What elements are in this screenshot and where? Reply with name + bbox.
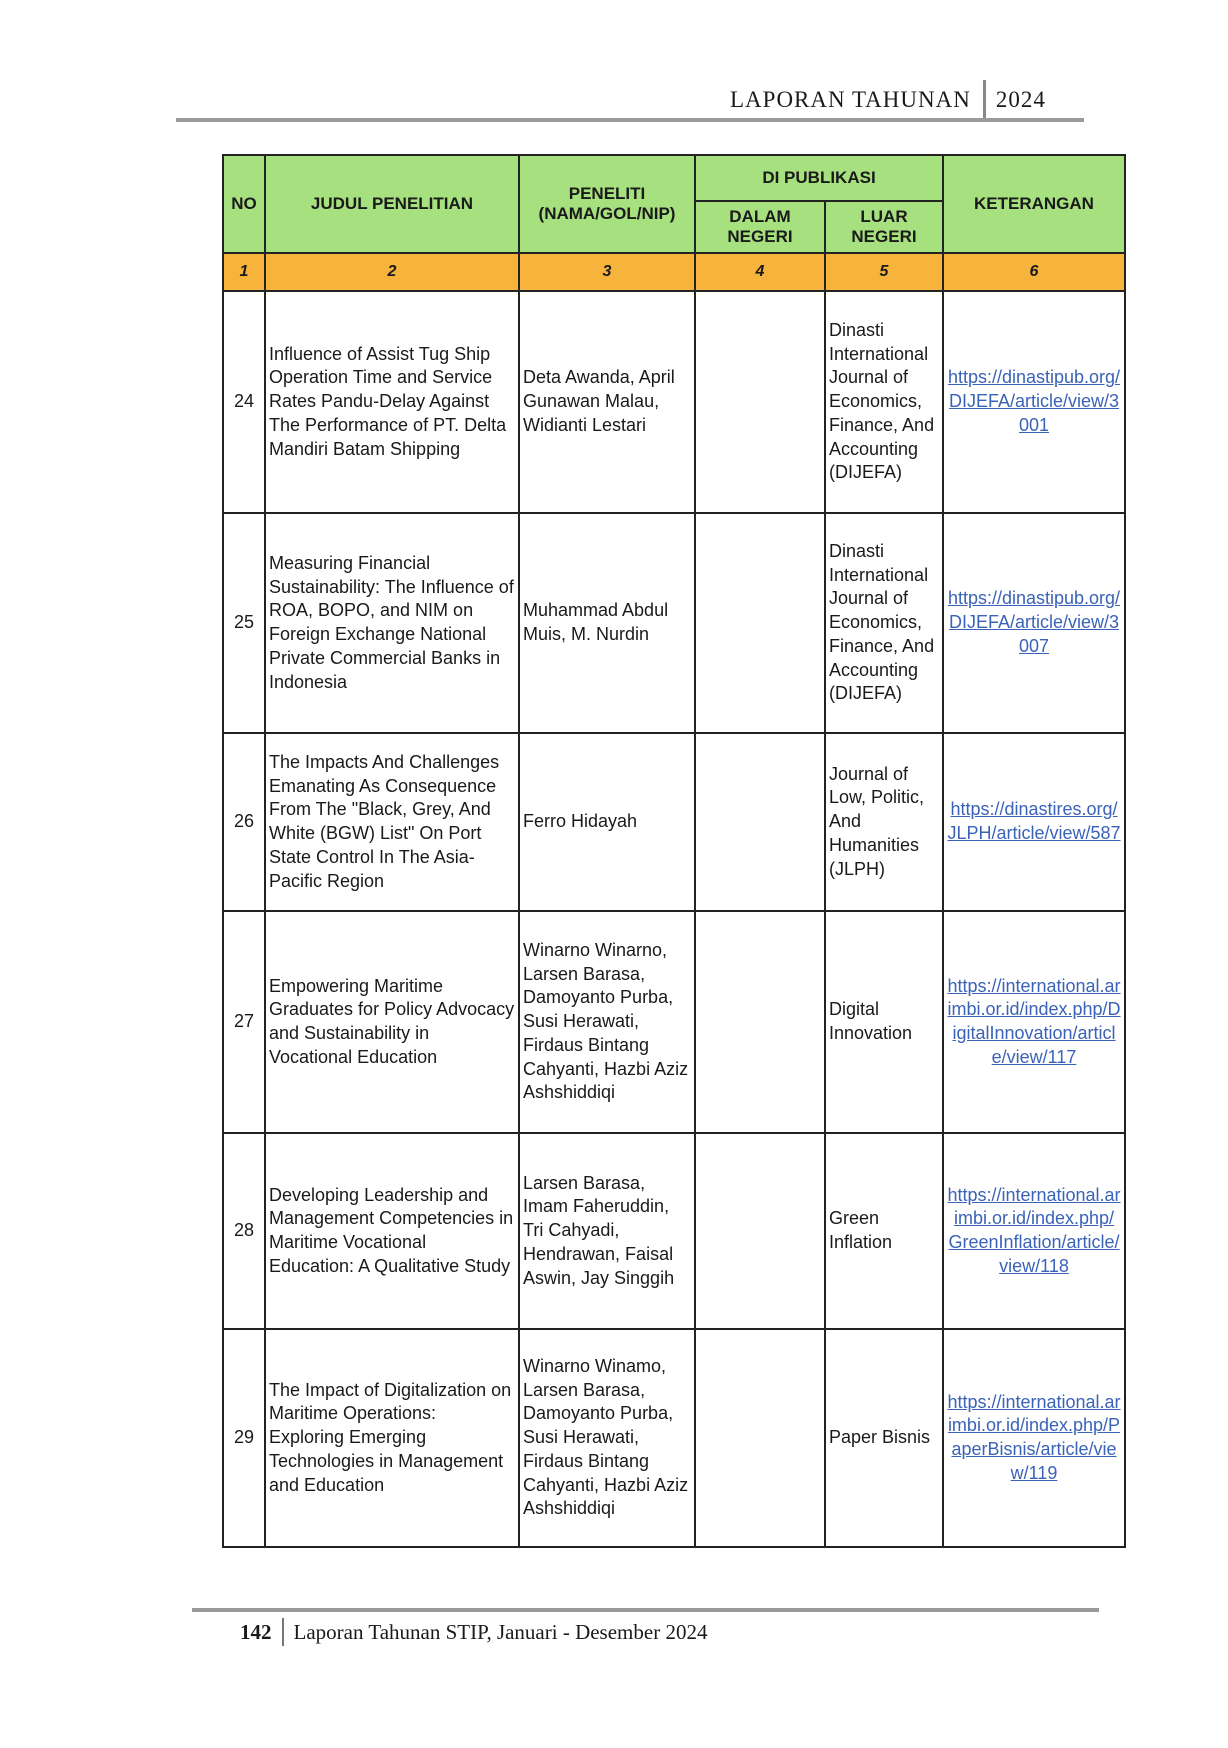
article-link[interactable]: https://dinastires.org/JLPH/article/view/587 (943, 733, 1125, 911)
table-row (223, 291, 1125, 513)
published-international: Dinasti International Journal of Economics, Finance, And Accounting (DIJEFA) (825, 291, 943, 513)
footer-rule (192, 1608, 1099, 1612)
column-number: 4 (695, 253, 825, 291)
research-title: Empowering Maritime Graduates for Policy Advocacy and Sustainability in Vocational Education (265, 911, 519, 1133)
table-row (223, 733, 1125, 911)
published-domestic (695, 911, 825, 1133)
published-domestic (695, 291, 825, 513)
row-number: 27 (223, 911, 265, 1133)
header-luar-negeri: LUAR NEGERI (825, 201, 943, 253)
row-number: 26 (223, 733, 265, 911)
published-domestic (695, 513, 825, 733)
article-link[interactable]: https://dinastipub.org/DIJEFA/article/view/3007 (943, 513, 1125, 733)
published-international: Paper Bisnis (825, 1329, 943, 1547)
header-title: LAPORAN TAHUNAN (730, 87, 971, 112)
table-body (223, 253, 1125, 1547)
article-link[interactable]: https://international.arimbi.or.id/index.php/DigitalInnovation/article/view/117 (943, 911, 1125, 1133)
row-number: 29 (223, 1329, 265, 1547)
research-title: Influence of Assist Tug Ship Operation Time and Service Rates Pandu-Delay Against The Performance of PT. Delta Mandiri Batam Shipping (265, 291, 519, 513)
header-no: NO (223, 155, 265, 253)
footer-text: Laporan Tahunan STIP, Januari - Desember 2024 (293, 1619, 708, 1644)
published-international: Journal of Low, Politic, And Humanities (JLPH) (825, 733, 943, 911)
footer-divider (282, 1618, 284, 1646)
research-title: The Impact of Digitalization on Maritime Operations: Exploring Emerging Technologies in Management and Education (265, 1329, 519, 1547)
header-divider (983, 80, 986, 120)
page-footer (240, 1618, 707, 1646)
article-link[interactable]: https://international.arimbi.or.id/index.php/PaperBisnis/article/view/119 (943, 1329, 1125, 1547)
table-row (223, 1329, 1125, 1547)
published-international: Digital Innovation (825, 911, 943, 1133)
header-dalam-negeri: DALAM NEGERI (695, 201, 825, 253)
table-row (223, 911, 1125, 1133)
published-international: Dinasti International Journal of Economics, Finance, And Accounting (DIJEFA) (825, 513, 943, 733)
header-year: 2024 (995, 87, 1046, 112)
header-judul: JUDUL PENELITIAN (265, 155, 519, 253)
page-number: 142 (240, 1619, 272, 1644)
research-table (222, 154, 1126, 1548)
article-link[interactable]: https://dinastipub.org/DIJEFA/article/view/3001 (943, 291, 1125, 513)
column-number: 5 (825, 253, 943, 291)
published-domestic (695, 733, 825, 911)
header-publikasi: DI PUBLIKASI (695, 155, 943, 201)
header-keterangan: KETERANGAN (943, 155, 1125, 253)
published-domestic (695, 1133, 825, 1329)
researchers: Ferro Hidayah (519, 733, 695, 911)
row-number: 28 (223, 1133, 265, 1329)
page-header (730, 80, 1080, 120)
research-title: Developing Leadership and Management Competencies in Maritime Vocational Education: A Qualitative Study (265, 1133, 519, 1329)
table-row (223, 1133, 1125, 1329)
column-number-row (223, 253, 1125, 291)
researchers: Winarno Winarno, Larsen Barasa, Damoyanto Purba, Susi Herawati, Firdaus Bintang Cahyanti, Hazbi Aziz Ashshiddiqi (519, 911, 695, 1133)
column-number: 1 (223, 253, 265, 291)
article-link[interactable]: https://international.arimbi.or.id/index.php/GreenInflation/article/view/118 (943, 1133, 1125, 1329)
column-number: 3 (519, 253, 695, 291)
table-row (223, 513, 1125, 733)
header-rule (176, 118, 1084, 122)
researchers: Muhammad Abdul Muis, M. Nurdin (519, 513, 695, 733)
research-title: The Impacts And Challenges Emanating As Consequence From The "Black, Grey, And White (BGW) List" On Port State Control In The Asia-Pacific Region (265, 733, 519, 911)
header-peneliti: PENELITI (NAMA/GOL/NIP) (519, 155, 695, 253)
research-title: Measuring Financial Sustainability: The Influence of ROA, BOPO, and NIM on Foreign Exchange National Private Commercial Banks in Indonesia (265, 513, 519, 733)
column-number: 6 (943, 253, 1125, 291)
published-domestic (695, 1329, 825, 1547)
row-number: 24 (223, 291, 265, 513)
researchers: Deta Awanda, April Gunawan Malau, Widianti Lestari (519, 291, 695, 513)
researchers: Winarno Winamo, Larsen Barasa, Damoyanto Purba, Susi Herawati, Firdaus Bintang Cahyanti, Hazbi Aziz Ashshiddiqi (519, 1329, 695, 1547)
researchers: Larsen Barasa, Imam Faheruddin, Tri Cahyadi, Hendrawan, Faisal Aswin, Jay Singgih (519, 1133, 695, 1329)
column-number: 2 (265, 253, 519, 291)
published-international: Green Inflation (825, 1133, 943, 1329)
row-number: 25 (223, 513, 265, 733)
